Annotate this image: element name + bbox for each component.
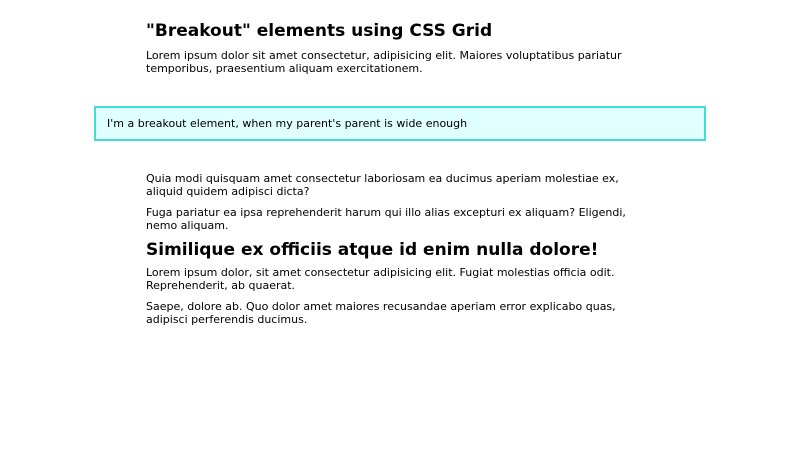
paragraph: Saepe, dolore ab. Quo dolor amet maiores recusandae aperiam error explicabo quas, adipisci perferendis ducimus. bbox=[146, 300, 616, 326]
breakout-text: I'm a breakout element, when my parent's parent is wide enough bbox=[107, 117, 468, 130]
paragraph: Fuga pariatur ea ipsa reprehenderit harum qui illo alias excepturi ex aliquam? Eligendi, nemo aliquam. bbox=[146, 206, 626, 232]
paragraph: Quia modi quisquam amet consectetur laboriosam ea ducimus aperiam molestiae ex, aliquid quidem adipisci dicta? bbox=[146, 172, 619, 198]
intro-paragraph: Lorem ipsum dolor sit amet consectetur, adipisicing elit. Maiores voluptatibus pariatur temporibus, praesentium aliquam exercitationem. bbox=[146, 49, 622, 75]
paragraph: Lorem ipsum dolor, sit amet consectetur adipisicing elit. Fugiat molestias officia odit. Reprehenderit, ab quaerat. bbox=[146, 266, 615, 292]
breakout-element bbox=[94, 106, 706, 141]
page-title: "Breakout" elements using CSS Grid bbox=[146, 21, 493, 41]
subheading: Similique ex officiis atque id enim nulla dolore! bbox=[146, 240, 599, 260]
